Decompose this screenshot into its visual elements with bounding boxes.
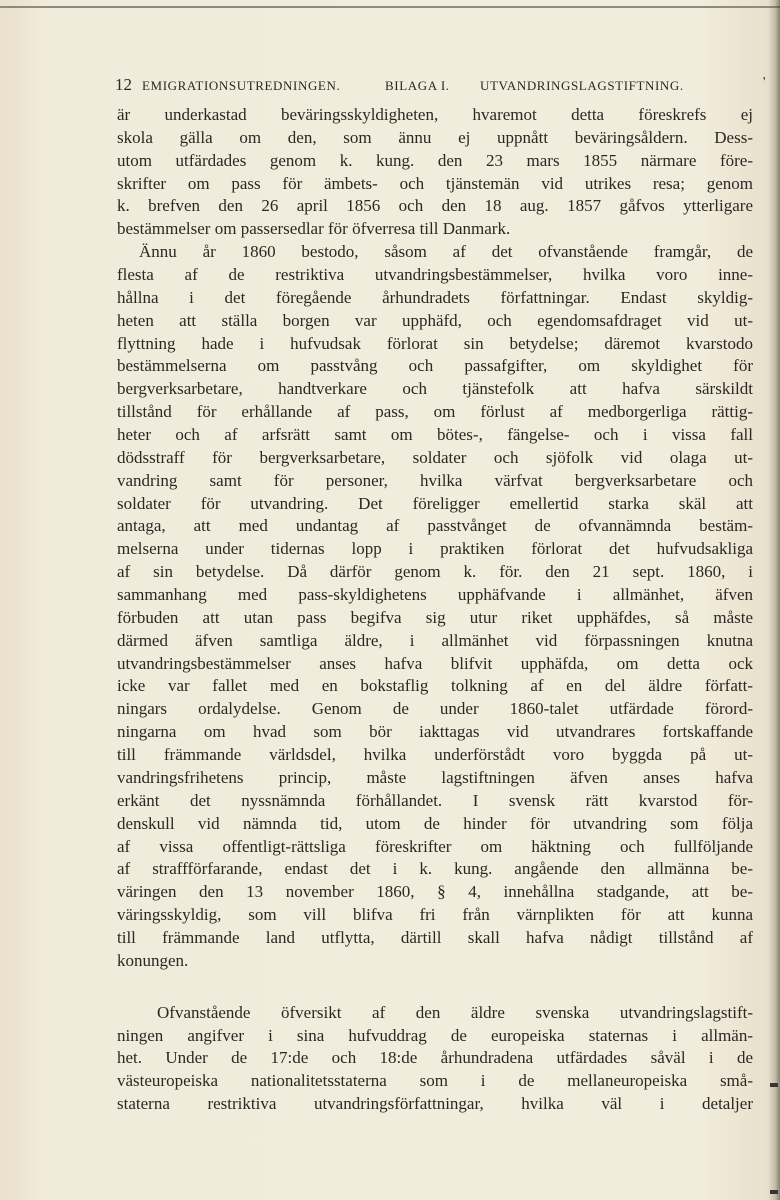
text-line: Ännu år 1860 bestodo, såsom af det ofvanstående framgår, de xyxy=(139,242,753,262)
text-line: utom utfärdades genom k. kung. den 23 mars 1855 närmare före- xyxy=(117,150,753,170)
text-line: flesta af de restriktiva utvandringsbestämmelser, hvilka voro inne- xyxy=(117,265,753,285)
text-line: sammanhang med pass-skyldighetens upphäfvande i allmänhet, äfven xyxy=(117,585,753,605)
header-section: UTVANDRINGSLAGSTIFTNING. xyxy=(480,78,684,93)
text-line: ningars ordalydelse. Genom de under 1860-talet utfärdade förord- xyxy=(117,699,753,719)
edge-mark xyxy=(770,1190,778,1194)
text-line: staterna restriktiva utvandringsförfattningar, hvilka väl i detaljer xyxy=(117,1094,753,1114)
text-line: är underkastad beväringsskyldigheten, hvaremot detta föreskrefs ej xyxy=(117,105,753,124)
text-line: dödsstraff för bergverksarbetare, soldater och sjöfolk vid olaga ut- xyxy=(117,447,753,467)
text-line: skola gälla om den, som ännu ej uppnått beväringsåldern. Dess- xyxy=(117,127,753,147)
text-line: hållna i det föregående århundradets författningar. Endast skyldig- xyxy=(117,287,753,307)
page-number: 12 xyxy=(115,75,132,94)
text-line: vandringsfrihetens princip, måste lagstiftningen äfven anses hafva xyxy=(117,767,753,787)
text-line: k. brefven den 26 april 1856 och den 18 aug. 1857 gåfvos ytterligare xyxy=(117,196,753,216)
text-line: västeuropeiska nationalitetsstaterna som i de mellaneuropeiska små- xyxy=(117,1071,753,1091)
text-line: het. Under de 17:de och 18:de århundradena utfärdades såväl i de xyxy=(117,1048,753,1068)
text-line: flyttning hade i hufvudsak förlorat sin betydelse; däremot kvarstodo xyxy=(117,333,753,353)
text-line: konungen. xyxy=(117,950,189,970)
edge-mark xyxy=(770,1083,778,1087)
paragraph-gap xyxy=(117,973,753,1002)
text-line: antaga, att med undantag af passtvånget de ofvannämnda bestäm- xyxy=(117,516,753,536)
text-line: soldater för utvandring. Det föreligger emellertid starka skäl att xyxy=(117,493,753,513)
text-line: tillstånd för erhållande af pass, om förlust af medborgerliga rättig- xyxy=(117,402,753,422)
text-line: till främmande världsdel, hvilka underförstådt voro byggda på ut- xyxy=(117,745,753,765)
running-header xyxy=(115,75,767,97)
text-line: bergverksarbetare, handtverkare och tjänstefolk att hafva särskildt xyxy=(117,379,753,399)
header-appendix: BILAGA I. xyxy=(385,78,450,93)
text-line: melserna under tidernas lopp i praktiken förlorat det hufvudsakliga xyxy=(117,539,753,559)
text-line: heter och af arfsrätt samt om bötes-, fängelse- och i vissa fall xyxy=(117,425,753,445)
text-line: af vissa offentligt-rättsliga föreskrifter om häktning och fullföljande xyxy=(117,836,753,856)
text-line: till främmande land utflytta, därtill skall hafva nådigt tillstånd af xyxy=(117,927,753,947)
text-line: därmed äfven samtliga äldre, i allmänhet vid förpassningen knutna xyxy=(117,630,753,650)
text-line: väringen den 13 november 1860, § 4, innehållna stadgande, att be- xyxy=(117,882,753,902)
page-edge-shadow xyxy=(768,0,780,1200)
body-text xyxy=(117,104,753,1116)
text-line: bestämmelserna om passtvång och passafgifter, om skyldighet för xyxy=(117,356,753,376)
text-line: bestämmelser om passersedlar för öfverresa till Danmark. xyxy=(117,219,511,239)
text-line: heten att ställa borgen var upphäfd, och egendomsafdraget vid ut- xyxy=(117,310,753,330)
text-line: icke var fallet med en bokstaflig tolkning af en del äldre författ- xyxy=(117,676,753,696)
text-line: af sin betydelse. Då därför genom k. för. den 21 sept. 1860, i xyxy=(117,562,753,582)
text-line: väringsskyldig, som vill blifva fri från värnplikten för att kunna xyxy=(117,905,753,925)
text-line: skrifter om pass för ämbets- och tjänstemän vid utrikes resa; genom xyxy=(117,173,753,193)
text-line: utvandringsbestämmelser anses hafva blifvit upphäfda, om detta ock xyxy=(117,653,753,673)
text-line: vandring samt för personer, hvilka värfvat bergverksarbetare och xyxy=(117,470,753,490)
text-line: förbuden att utan pass begifva sig utur riket upphäfdes, så måste xyxy=(117,607,753,627)
text-line: ningarna om hvad som bör iakttagas vid utvandrares fortskaffande xyxy=(117,722,753,742)
text-line: ningen angifver i sina hufvuddrag de europeiska staternas i allmän- xyxy=(117,1025,753,1045)
header-title: EMIGRATIONSUTREDNINGEN. xyxy=(142,78,341,93)
text-line: denskull vid nämnda tid, utom de hinder för utvandring som följa xyxy=(117,813,753,833)
text-line: erkänt det nyssnämnda förhållandet. I svensk rätt kvarstod för- xyxy=(117,790,753,810)
corner-mark: ' xyxy=(763,75,767,90)
text-line: Ofvanstående öfversikt af den äldre svenska utvandringslagstift- xyxy=(157,1002,753,1022)
top-rule xyxy=(0,6,780,8)
text-line: af straffförfarande, endast det i k. kung. angående den allmänna be- xyxy=(117,859,753,879)
